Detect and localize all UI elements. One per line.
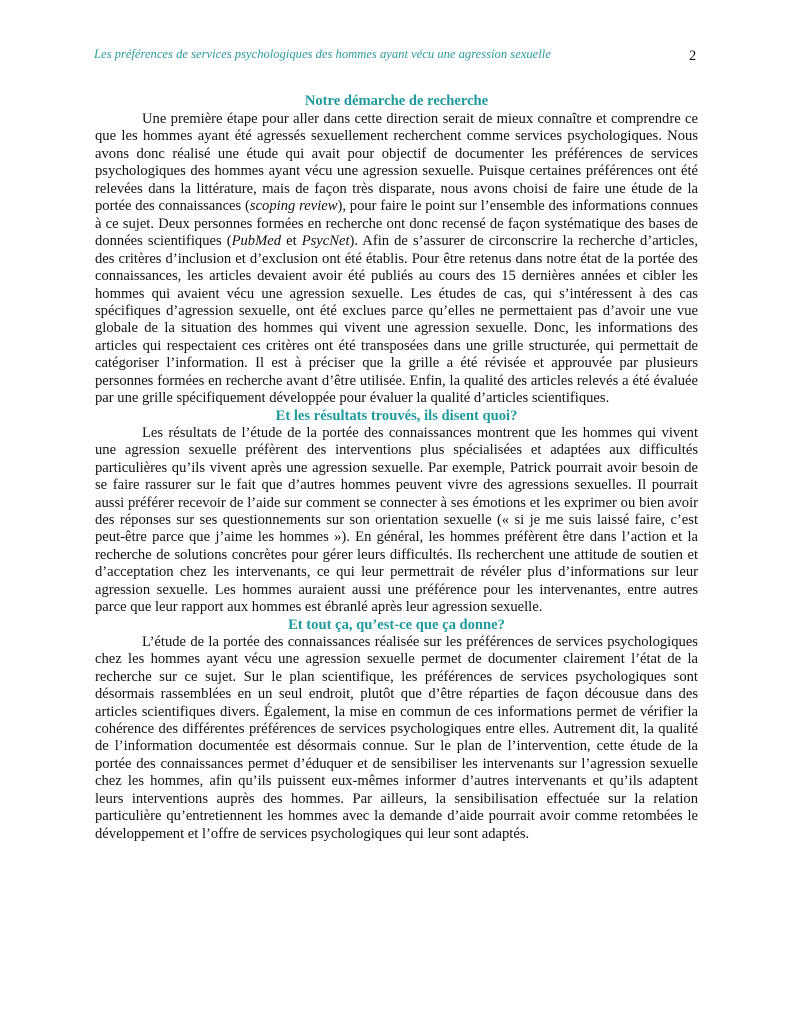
running-header: Les préférences de services psychologiques des hommes ayant vécu une agression sexuelle: [94, 47, 551, 61]
text-run: ). Afin de s’assurer de circonscrire la recherche d’articles, des critères d’inclusion et d’exclusion ont été établis. Pour être retenus dans notre état de la portée des connaissances, les articles devaient avoir été publiés au cours des 15 dernières années et cibler les hommes qui avaient vécu une agression sexuelle. Les études de cas, qui s’intéressent à des cas spécifiques d’agression sexuelle, ont été exclues parce qu’elles ne permettaient pas d’avoir une vue globale de la situation des hommes qui vivent une agression sexuelle. Donc, les informations des articles qui respectaient ces critères ont été transposées dans une grille structurée, qui permettait de catégoriser l’information. Il est à préciser que la grille a été révisée et approuvée par plusieurs personnes formées en recherche avant d’être utilisée. Enfin, la qualité des articles relevés a été évaluée par une grille spécifiquement développée pour évaluer la qualité d’articles scientifiques.: [95, 233, 698, 407]
text-run: L’étude de la portée des connaissances réalisée sur les préférences de services psychologiques chez les hommes ayant vécu une agression sexuelle permet de documenter clairement l’état de la recherche sur ce sujet. Sur le plan scientifique, les préférences de services psychologiques sont désormais rassemblées en un seul endroit, plutôt que d’être réparties de façon décousue dans des articles scientifiques divers. Également, la mise en commun de ces informations permet de vérifier la cohérence des différentes préférences de services psychologiques entre elles. Autrement dit, la qualité de l’information documentée est désormais connue. Sur le plan de l’intervention, cette étude de la portée des connaissances permet d’éduquer et de sensibiliser les intervenants sur l’agression sexuelle chez les hommes, afin qu’ils puissent eux-mêmes informer d’autres intervenants et qu’ils adaptent leurs interventions auprès des hommes. Par ailleurs, la sensibilisation effectuée sur la relation particulière qu’entretiennent les hommes avec la demande d’aide pourrait avoir comme retombées le développement et l’offre de services psychologiques qui leur sont adaptés.: [95, 633, 698, 842]
paragraph-methodology: [95, 111, 698, 408]
paragraph-implications: [95, 634, 698, 843]
text-run: et: [281, 233, 302, 250]
text-run: Une première étape pour aller dans cette direction serait de mieux connaître et comprendre ce que les hommes ayant été agressés sexuellement recherchent comme services psychologiques. Nous avons donc réalisé une étude qui avait pour objectif de documenter les préférences de services psychologiques des hommes ayant vécu une agression sexuelle. Puisque certaines préférences ont été relevées dans la littérature, mais de façon très disparate, nous avons choisi de faire une étude de la portée des connaissances (: [95, 111, 698, 215]
section-heading-results: Et les résultats trouvés, ils disent quoi?: [275, 407, 518, 424]
text-run-italic: PsycNet: [301, 233, 350, 250]
section-heading-implications: Et tout ça, qu’est-ce que ça donne?: [288, 616, 505, 633]
paragraph-results: [95, 425, 698, 617]
text-run-italic: PubMed: [231, 233, 282, 250]
section-heading-methodology: Notre démarche de recherche: [304, 93, 489, 109]
text-run: Les résultats de l’étude de la portée des connaissances montrent que les hommes qui vivent une agression sexuelle préfèrent des interventions plus spécialisées et adaptées aux difficultés particulières qu’ils vivent après une agression sexuelle. Par exemple, Patrick pourrait avoir besoin de se faire rassurer sur le fait que d’autres hommes peuvent vivre des agressions sexuelles. Il pourrait aussi préférer recevoir de l’aide sur comment se connecter à ses émotions et les exprimer ou bien avoir des réponses sur ses questionnements sur son orientation sexuelle (« si je me suis laissé faire, c’est peut-être parce que j’aime les hommes »). En général, les hommes préfèrent être dans l’action et la recherche de solutions concrètes pour gérer leurs difficultés. Ils recherchent une attitude de soutien et d’acceptation chez les intervenants, ce qui leur permettrait de révéler plus d’informations sur leur agression sexuelle. Les hommes auraient aussi une préférence pour les intervenantes, entre autres parce que leur rapport aux hommes est ébranlé après leur agression sexuelle.: [95, 424, 698, 616]
document-body: [95, 93, 698, 843]
text-run-italic: scoping review: [249, 198, 338, 215]
page-number: 2: [689, 48, 697, 64]
text-run: ), pour faire le point sur l’ensemble des informations connues à ce sujet. Deux personnes formées en recherche ont donc recensé de façon systématique des bases de données scientifiques (: [95, 198, 699, 250]
